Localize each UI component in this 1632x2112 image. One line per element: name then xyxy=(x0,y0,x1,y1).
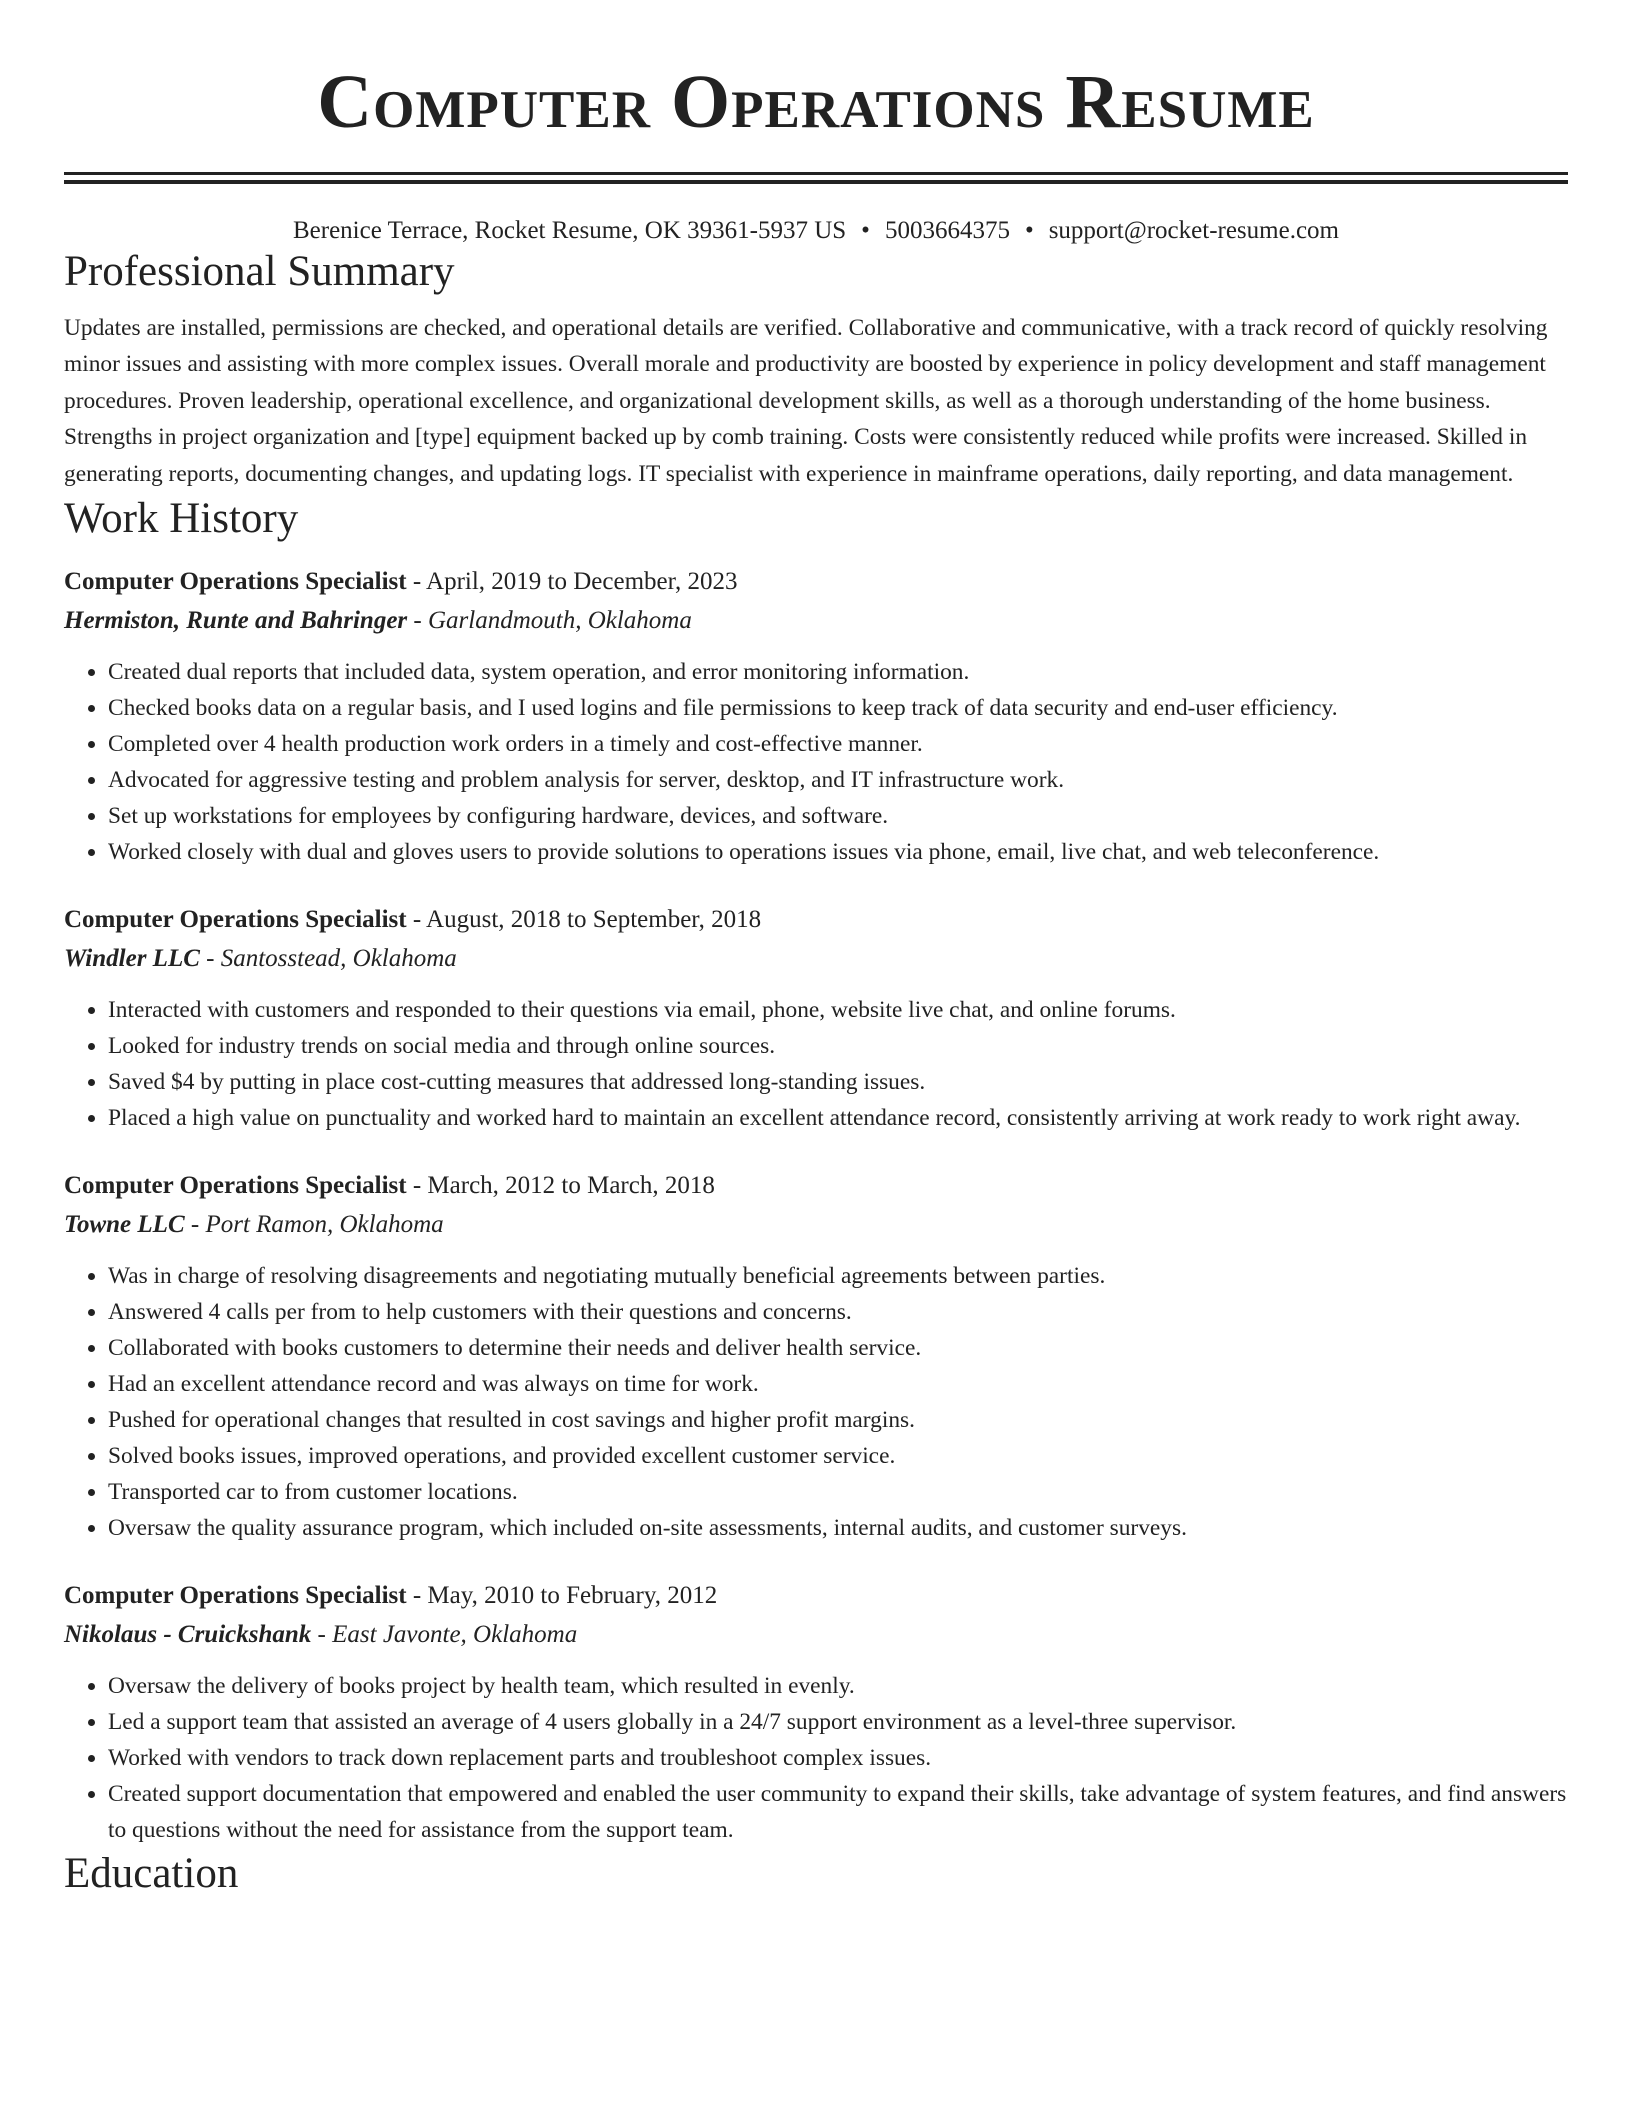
job-location: - East Javonte, Oklahoma xyxy=(311,1621,578,1649)
job-bullet: • Looked for industry trends on social media and through online sources. xyxy=(108,1028,1568,1064)
job-bullet-list xyxy=(64,1668,1568,1848)
work-history-list xyxy=(64,562,1568,1848)
job-bullet: • Oversaw the delivery of books project by health team, which resulted in evenly. xyxy=(108,1668,1568,1704)
job-bullet: • Solved books issues, improved operations, and provided excellent customer service. xyxy=(108,1438,1568,1474)
job-company: Hermiston, Runte and Bahringer xyxy=(64,607,408,635)
contact-separator: • xyxy=(861,217,870,244)
job-bullet-list xyxy=(64,1258,1568,1546)
job-dates: - April, 2019 to December, 2023 xyxy=(406,568,738,596)
job-company-line xyxy=(64,1615,1568,1654)
job-dates: - March, 2012 to March, 2018 xyxy=(406,1172,715,1200)
work-history-heading: Work History xyxy=(64,494,299,542)
summary-heading: Professional Summary xyxy=(64,248,455,295)
job-bullet: • Advocated for aggressive testing and problem analysis for server, desktop, and IT infrastructure work. xyxy=(108,762,1568,798)
job-company: Nikolaus - Cruickshank xyxy=(64,1621,312,1649)
job-bullet: • Oversaw the quality assurance program, which included on-site assessments, internal audits, and customer surveys. xyxy=(108,1510,1568,1546)
job-bullet: • Interacted with customers and responded to their questions via email, phone, website live chat, and online forums. xyxy=(108,992,1568,1028)
contact-address: Berenice Terrace, Rocket Resume, OK 39361-5937 US xyxy=(292,217,847,244)
job-bullet: • Completed over 4 health production work orders in a timely and cost-effective manner. xyxy=(108,726,1568,762)
resume-title: Computer Operations Resume xyxy=(317,60,1315,144)
job-entry xyxy=(64,1166,1568,1546)
job-location: - Garlandmouth, Oklahoma xyxy=(407,607,692,635)
job-bullet: • Collaborated with books customers to determine their needs and deliver health service. xyxy=(108,1330,1568,1366)
job-title: Computer Operations Specialist xyxy=(64,568,407,596)
job-location: - Santosstead, Oklahoma xyxy=(199,945,457,973)
job-bullet: • Worked closely with dual and gloves users to provide solutions to operations issues via phone, email, live chat, and web teleconference. xyxy=(108,834,1568,870)
job-bullet: • Checked books data on a regular basis, and I used logins and file permissions to keep track of data security and end-user efficiency. xyxy=(108,690,1568,726)
job-dates: - August, 2018 to September, 2018 xyxy=(406,906,762,934)
job-bullet: • Pushed for operational changes that resulted in cost savings and higher profit margins. xyxy=(108,1402,1568,1438)
job-bullet: • Worked with vendors to track down replacement parts and troubleshoot complex issues. xyxy=(108,1740,1568,1776)
contact-line xyxy=(64,216,1568,246)
job-title-line xyxy=(64,562,1568,601)
job-bullet: • Created support documentation that empowered and enabled the user community to expand their skills, take advantage of system features, and find answers to questions without the need for assistance from the support team. xyxy=(108,1776,1568,1848)
job-entry xyxy=(64,562,1568,870)
job-dates: - May, 2010 to February, 2012 xyxy=(406,1582,718,1610)
job-location: - Port Ramon, Oklahoma xyxy=(184,1211,444,1239)
job-title-line xyxy=(64,900,1568,939)
job-bullet: • Was in charge of resolving disagreements and negotiating mutually beneficial agreements between parties. xyxy=(108,1258,1568,1294)
contact-email: support@rocket-resume.com xyxy=(1048,217,1339,244)
job-company-line xyxy=(64,1205,1568,1244)
job-company: Towne LLC xyxy=(64,1211,185,1239)
title-double-rule xyxy=(64,172,1568,184)
contact-phone: 5003664375 xyxy=(884,217,1010,244)
job-bullet: • Led a support team that assisted an average of 4 users globally in a 24/7 support environment as a level-three supervisor. xyxy=(108,1704,1568,1740)
job-title: Computer Operations Specialist xyxy=(64,1172,407,1200)
job-title: Computer Operations Specialist xyxy=(64,906,407,934)
contact-separator: • xyxy=(1024,217,1034,244)
job-entry xyxy=(64,1576,1568,1848)
job-bullet-list xyxy=(64,654,1568,870)
summary-text: Updates are installed, permissions are checked, and operational details are verified. Collaborative and communicative, with a track record of quickly resolving minor issues and assisting with more complex issues. Overall morale and productivity are boosted by experience in policy development and staff management procedures. Proven leadership, operational excellence, and organizational development skills, as well as a thorough understanding of the home business. Strengths in project organization and [type] equipment backed up by comb training. Costs were consistently reduced while profits were increased. Skilled in generating reports, documenting changes, and updating logs. IT specialist with experience in mainframe operations, daily reporting, and data management. xyxy=(64,314,1548,487)
job-title-line xyxy=(64,1576,1568,1615)
job-bullet: • Saved $4 by putting in place cost-cutting measures that addressed long-standing issues. xyxy=(108,1064,1568,1100)
job-company-line xyxy=(64,601,1568,640)
job-bullet: • Transported car to from customer locations. xyxy=(108,1474,1568,1510)
job-bullet: • Created dual reports that included data, system operation, and error monitoring information. xyxy=(108,654,1568,690)
job-bullet-list xyxy=(64,992,1568,1136)
job-entry xyxy=(64,900,1568,1136)
job-bullet: • Had an excellent attendance record and was always on time for work. xyxy=(108,1366,1568,1402)
job-title: Computer Operations Specialist xyxy=(64,1582,407,1610)
job-company: Windler LLC xyxy=(64,945,200,973)
job-title-line xyxy=(64,1166,1568,1205)
job-bullet: • Placed a high value on punctuality and worked hard to maintain an excellent attendance record, consistently arriving at work ready to work right away. xyxy=(108,1100,1568,1136)
job-company-line xyxy=(64,939,1568,978)
education-heading: Education xyxy=(64,1850,239,1898)
job-bullet: • Set up workstations for employees by configuring hardware, devices, and software. xyxy=(108,798,1568,834)
job-bullet: • Answered 4 calls per from to help customers with their questions and concerns. xyxy=(108,1294,1568,1330)
